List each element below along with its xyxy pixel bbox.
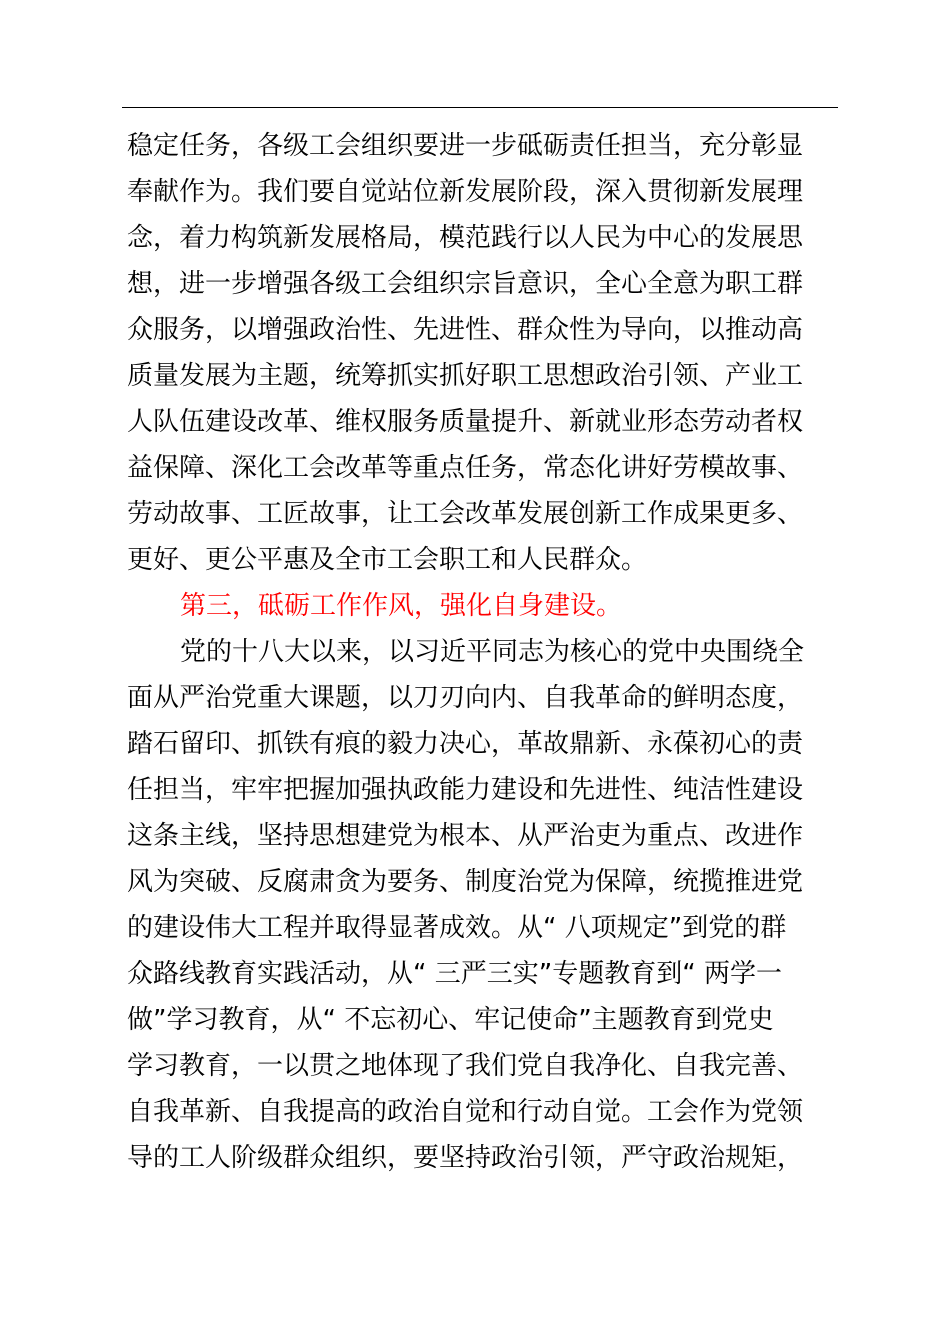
text-line: 风为突破、反腐肃贪为要务、制度治党为保障，统揽推进党 <box>127 867 804 897</box>
text-line: 劳动故事、工匠故事，让工会改革发展创新工作成果更多、 <box>127 499 804 529</box>
section-heading: 第三，砥砺工作作风，强化自身建设。 <box>180 591 623 621</box>
text-line: 人队伍建设改革、维权服务质量提升、新就业形态劳动者权 <box>127 407 804 437</box>
text-line: 众路线教育实践活动，从“ 三严三实”专题教育到“ 两学一 <box>127 959 782 989</box>
paragraph-first-line: 党的十八大以来，以习近平同志为核心的党中央围绕全 <box>180 637 805 667</box>
text-line: 稳定任务，各级工会组织要进一步砥砺责任担当，充分彰显 <box>127 131 804 161</box>
text-line: 更好、更公平惠及全市工会职工和人民群众。 <box>127 545 648 575</box>
text-line: 这条主线，坚持思想建党为根本、从严治吏为重点、改进作 <box>127 821 804 851</box>
text-line: 导的工人阶级群众组织，要坚持政治引领，严守政治规矩， <box>127 1143 804 1173</box>
text-line: 念，着力构筑新发展格局，模范践行以人民为中心的发展思 <box>127 223 804 253</box>
text-line: 奉献作为。我们要自觉站位新发展阶段，深入贯彻新发展理 <box>127 177 804 207</box>
text-line: 众服务，以增强政治性、先进性、群众性为导向，以推动高 <box>127 315 804 345</box>
text-line: 面从严治党重大课题，以刀刃向内、自我革命的鲜明态度， <box>127 683 804 713</box>
header-rule <box>122 107 838 108</box>
text-line: 益保障、深化工会改革等重点任务，常态化讲好劳模故事、 <box>127 453 804 483</box>
text-line: 质量发展为主题，统筹抓实抓好职工思想政治引领、产业工 <box>127 361 804 391</box>
text-line: 做”学习教育，从“ 不忘初心、牢记使命”主题教育到党史 <box>127 1005 774 1035</box>
text-line: 想，进一步增强各级工会组织宗旨意识，全心全意为职工群 <box>127 269 804 299</box>
text-line: 的建设伟大工程并取得显著成效。从“ 八项规定”到党的群 <box>127 913 787 943</box>
text-line: 踏石留印、抓铁有痕的毅力决心，革故鼎新、永葆初心的责 <box>127 729 804 759</box>
text-line: 学习教育，一以贯之地体现了我们党自我净化、自我完善、 <box>127 1051 804 1081</box>
text-line: 任担当，牢牢把握加强执政能力建设和先进性、纯洁性建设 <box>127 775 804 805</box>
text-line: 自我革新、自我提高的政治自觉和行动自觉。工会作为党领 <box>127 1097 804 1127</box>
